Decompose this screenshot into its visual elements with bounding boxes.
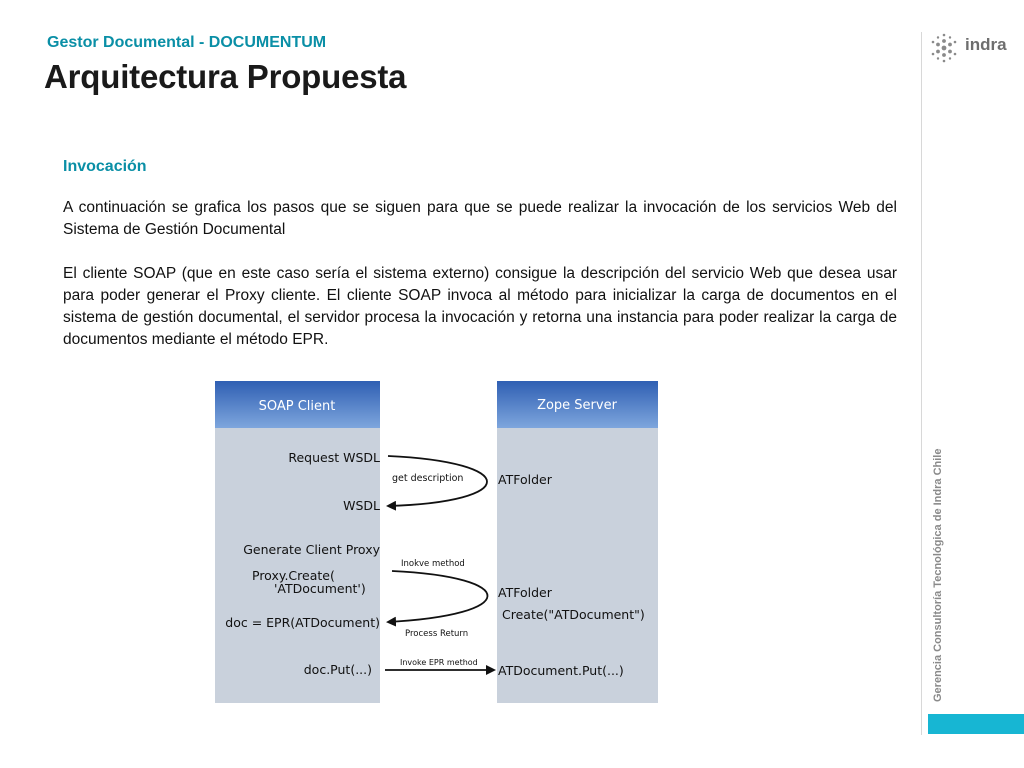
request-wsdl-label: Request WSDL (288, 450, 380, 465)
proxy-create-label-2: 'ATDocument') (274, 581, 366, 596)
invoke-epr-label: Invoke EPR method (400, 658, 478, 667)
doc-put-label: doc.Put(...) (303, 662, 372, 677)
presentation-subtitle: Gestor Documental - DOCUMENTUM (47, 34, 327, 51)
doc-epr-label: doc = EPR(ATDocument) (225, 615, 380, 630)
client-header-label: SOAP Client (258, 399, 336, 414)
server-column (497, 381, 658, 703)
atfolder-label-1: ATFolder (498, 472, 552, 487)
vertical-company-text: Gerencia Consultoría Tecnológica de Indra Chile (932, 448, 944, 702)
get-description-label: get description (392, 473, 464, 484)
invoke-method-arrow (388, 571, 488, 622)
atfolder-label-2: ATFolder (498, 585, 552, 600)
invoke-method-label: Inokve method (401, 559, 465, 569)
process-return-label: Process Return (405, 629, 469, 639)
wsdl-label: WSDL (343, 498, 380, 513)
section-heading: Invocación (63, 158, 147, 175)
create-atdocument-label: Create("ATDocument") (502, 607, 645, 622)
paragraph-description: El cliente SOAP (que en este caso sería el sistema externo) consigue la descripción del servicio Web que desea usar para poder generar el Proxy cliente. El cliente SOAP invoca al método para inicializar la carga de documentos en el sistema de gestión documental, el servidor procesa la invocación y retorna una instancia para poder realizar la carga de documentos mediante el método EPR. (63, 265, 897, 348)
indra-logo-text: indra (965, 35, 1007, 54)
slide-title: Arquitectura Propuesta (44, 58, 407, 95)
paragraph-intro: A continuación se grafica los pasos que se siguen para que se puede realizar la invocación de los servicios Web del Sistema de Gestión Documental (63, 199, 897, 238)
proxy-create-label-1: Proxy.Create( (252, 568, 335, 583)
atdocument-put-label: ATDocument.Put(...) (498, 663, 624, 678)
server-header-label: Zope Server (537, 398, 617, 413)
generate-proxy-label: Generate Client Proxy (243, 542, 380, 557)
